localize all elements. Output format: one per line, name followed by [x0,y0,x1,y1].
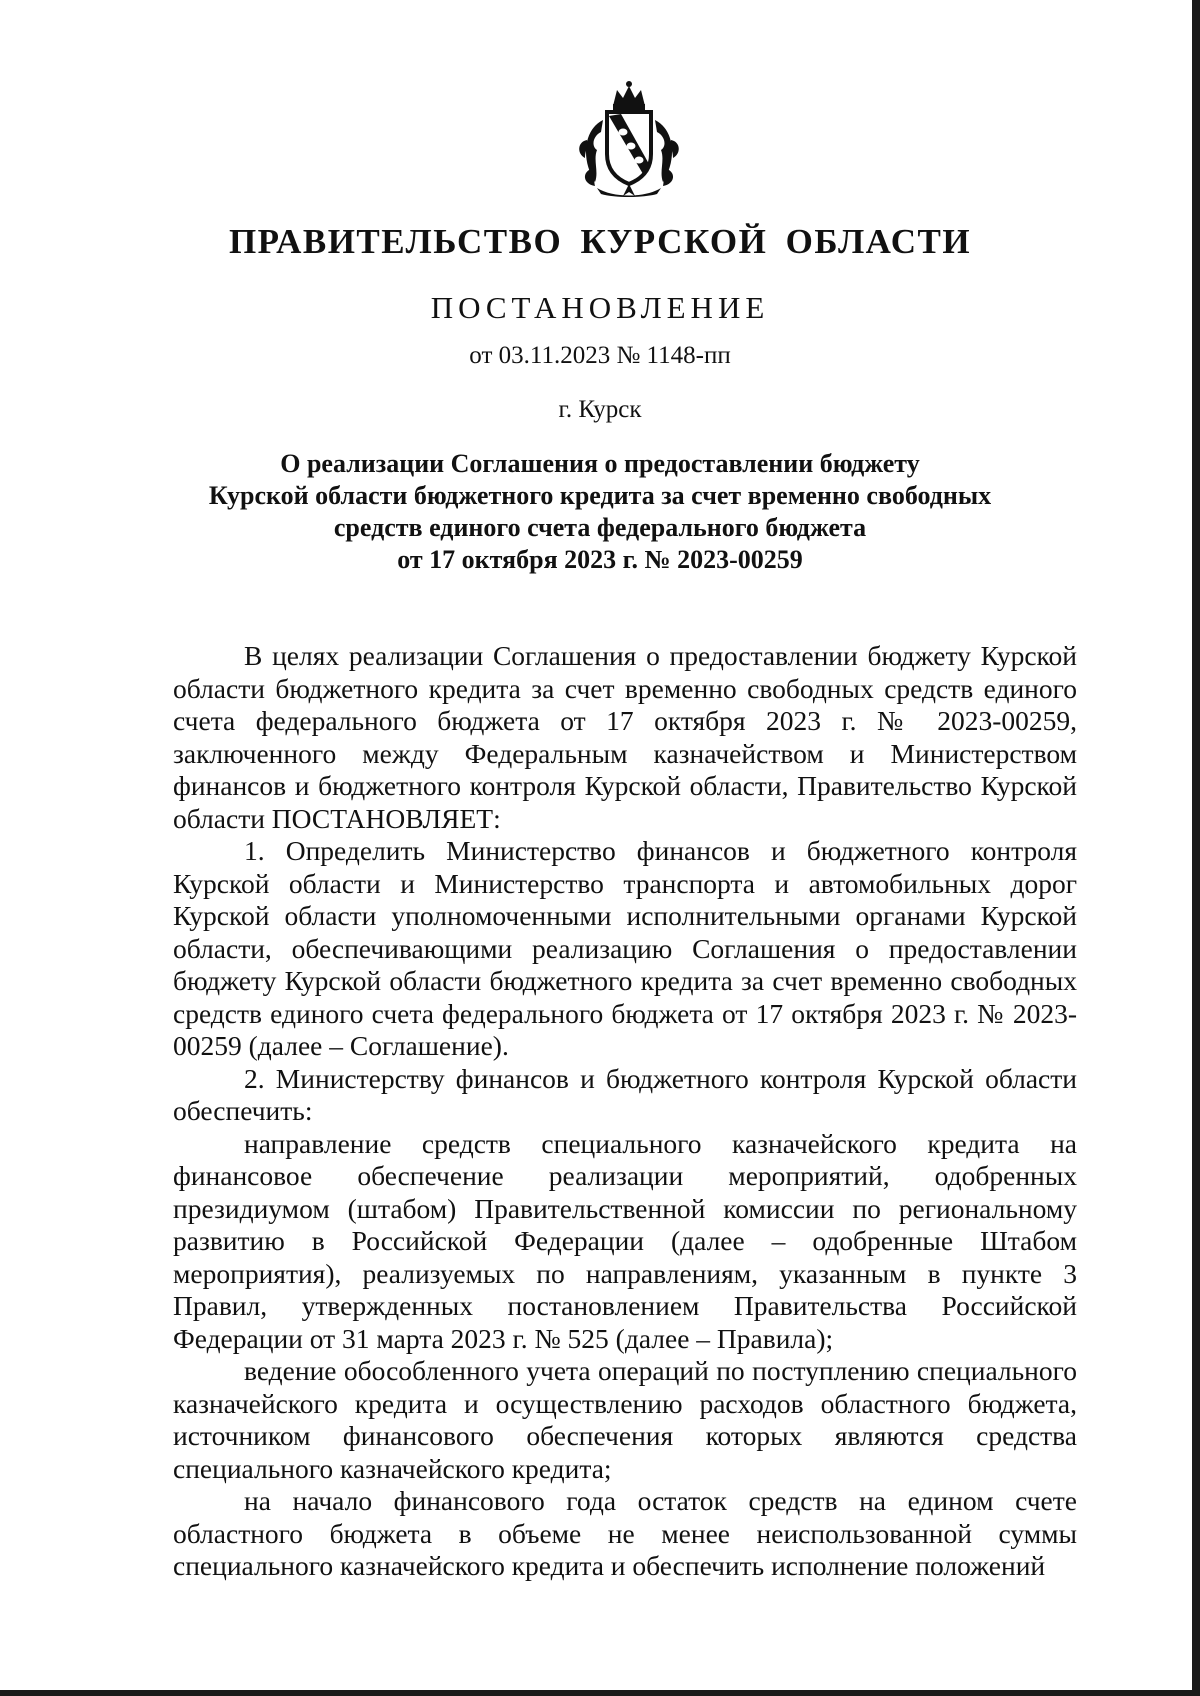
scan-edge-bottom [0,1690,1200,1696]
document-city: г. Курск [558,396,642,423]
title-line: от 17 октября 2023 г. № 2023-00259 [397,545,803,574]
preamble-paragraph: В целях реализации Соглашения о предоставлении бюджету Курской области бюджетного кредита за счет временно свободных средств единого счета федерального бюджета от 17 октября 2023 г. № 2023-00259, заключенного между Федеральным казначейством и Министерством финансов и бюджетного контроля Курской области, Правительство Курской области ПОСТАНОВЛЯЕТ: [173,640,1077,834]
document-type: ПОСТАНОВЛЕНИЕ [430,290,770,325]
document-date-number: от 03.11.2023 № 1148-пп [469,342,731,369]
clause-2-item-paragraph: на начало финансового года остаток средств на едином счете областного бюджета в объеме не менее неиспользованной суммы специального казначейского кредита и обеспечить исполнение положений [173,1485,1077,1581]
clause-2-paragraph: 2. Министерству финансов и бюджетного контроля Курской области обеспечить: [173,1062,1077,1126]
title-line: средств единого счета федерального бюджета [333,513,867,542]
organization-name: ПРАВИТЕЛЬСТВО КУРСКОЙ ОБЛАСТИ [228,222,972,261]
clause-2-item-paragraph: направление средств специального казначейского кредита на финансовое обеспечение реализации мероприятий, одобренных президиумом (штабом) Правительственной комиссии по региональному развитию в Российской Федерации (далее – одобренные Штабом мероприятия), реализуемых по направлениям, указанным в пункте 3 Правил, утвержденных постановлением Правительства Российской Федерации от 31 марта 2023 г. № 525 (далее – Правила); [173,1127,1077,1354]
clause-1-paragraph: 1. Определить Министерство финансов и бюджетного контроля Курской области и Министерство транспорта и автомобильных дорог Курской области уполномоченными исполнительными органами Курской области, обеспечивающими реализацию Соглашения о предоставлении бюджету Курской области бюджетного кредита за счет временно свободных средств единого счета федерального бюджета от 17 октября 2023 г. № 2023-00259 (далее – Соглашение). [173,835,1077,1061]
kursk-coat-of-arms-icon [573,80,685,198]
clause-2-item-paragraph: ведение обособленного учета операций по поступлению специального казначейского кредита и осуществлению расходов областного бюджета, источником финансового обеспечения которых являются средства специального казначейского кредита; [173,1355,1077,1484]
document-title [150,448,1050,576]
document-body [173,640,1077,1583]
title-line: Курской области бюджетного кредита за счет временно свободных [208,481,992,510]
title-line: О реализации Соглашения о предоставлении бюджету [280,449,920,478]
